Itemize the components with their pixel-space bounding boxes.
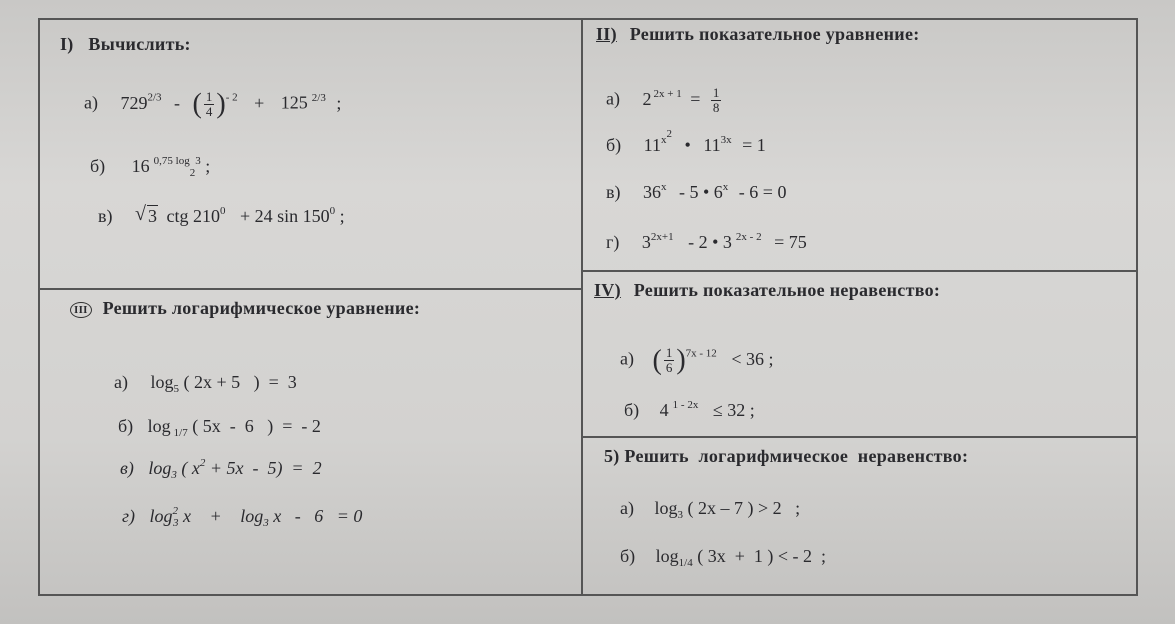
section-1-heading bbox=[60, 34, 191, 55]
task-2c bbox=[606, 182, 786, 203]
exponent: 2 bbox=[199, 457, 206, 469]
expression: ( 2x + 5 ) = 3 bbox=[183, 372, 297, 392]
variable: x bbox=[183, 506, 192, 526]
operator: + bbox=[254, 92, 265, 113]
log: log bbox=[655, 546, 679, 566]
square-root: √ 3 bbox=[137, 206, 158, 226]
operator: = bbox=[690, 88, 701, 109]
expression: x - 6 = 0 bbox=[273, 506, 363, 526]
exponent: 3x bbox=[720, 134, 732, 146]
exponent: - 2 bbox=[225, 91, 238, 104]
log-base: 3 bbox=[173, 517, 179, 529]
term: 125 bbox=[280, 92, 308, 113]
task-table bbox=[38, 18, 1138, 596]
term: 11 bbox=[643, 135, 661, 155]
task-label: а) bbox=[620, 348, 634, 369]
task-1b bbox=[90, 156, 210, 177]
exponent-power: 2 bbox=[666, 128, 672, 140]
section-1-number: I) bbox=[60, 34, 74, 54]
paren: ( bbox=[192, 88, 202, 120]
column-divider bbox=[581, 20, 583, 594]
fraction: $\frac{1}{4}$ bbox=[205, 89, 213, 119]
section-4-number: ІV) bbox=[594, 280, 621, 300]
log: log bbox=[147, 416, 171, 436]
task-label: в) bbox=[606, 182, 621, 202]
operator: • bbox=[684, 135, 691, 155]
section-2-heading bbox=[596, 24, 920, 45]
log: log bbox=[150, 372, 174, 392]
paren: ) bbox=[216, 88, 226, 120]
term: 4 bbox=[659, 400, 669, 420]
semicolon: ; bbox=[336, 92, 342, 113]
log: log bbox=[149, 506, 173, 526]
task-label: б) bbox=[90, 156, 106, 176]
exponent: 2 bbox=[172, 505, 179, 517]
log-base: 3 bbox=[263, 517, 269, 529]
expression: ( 3x + 1 ) < - 2 ; bbox=[697, 546, 827, 566]
log: log bbox=[240, 506, 264, 526]
expression: + 5x - 5) = 2 bbox=[209, 458, 322, 478]
right-side: - 6 = 0 bbox=[738, 182, 787, 202]
right-side: = 1 bbox=[742, 135, 766, 155]
exponent: 2x + 1 bbox=[653, 87, 682, 100]
term: 11 bbox=[703, 135, 721, 155]
operator: - bbox=[174, 92, 181, 113]
section-2-number: ІІ) bbox=[596, 24, 617, 44]
paren: ) bbox=[676, 344, 686, 376]
task-label: а) bbox=[114, 372, 128, 392]
row-divider-left bbox=[40, 288, 581, 290]
degree: 0 bbox=[220, 205, 226, 217]
task-label: б) bbox=[620, 546, 636, 566]
task-4b bbox=[624, 400, 755, 421]
task-5b bbox=[620, 546, 826, 567]
expression: ( 2x – 7 ) > 2 ; bbox=[687, 498, 801, 518]
log-base: 3 bbox=[677, 509, 683, 521]
paren: ( bbox=[652, 344, 662, 376]
log-base: 1/4 bbox=[678, 557, 693, 569]
row-divider-right-2 bbox=[581, 436, 1136, 438]
term: ctg 210 bbox=[166, 206, 220, 226]
section-5-heading bbox=[604, 446, 968, 467]
term: - 2 • 3 bbox=[688, 232, 732, 252]
task-1c bbox=[98, 206, 345, 227]
exponent: 0,75 log bbox=[153, 155, 190, 167]
task-label: а) bbox=[620, 498, 634, 518]
log-argument: 3 bbox=[195, 155, 201, 167]
exponent: 2x+1 bbox=[650, 231, 674, 243]
degree: 0 bbox=[329, 205, 336, 217]
fraction: $\frac{1}{8}$ bbox=[712, 85, 720, 115]
section-4-heading bbox=[594, 280, 940, 301]
task-label: а) bbox=[84, 92, 98, 113]
term: 729 bbox=[120, 92, 148, 113]
task-4a bbox=[620, 346, 773, 375]
exponent: 2/3 bbox=[311, 91, 326, 104]
section-3-heading bbox=[70, 298, 420, 319]
term: - 5 • 6 bbox=[679, 182, 723, 202]
task-3b bbox=[118, 416, 321, 437]
log-base: 1/7 bbox=[173, 427, 188, 439]
operator: + bbox=[209, 506, 222, 526]
task-2d bbox=[606, 232, 807, 253]
term: 3 bbox=[641, 232, 651, 252]
task-5a bbox=[620, 498, 800, 519]
task-label: в) bbox=[120, 458, 134, 478]
task-label: б) bbox=[624, 400, 640, 420]
row-divider-right-1 bbox=[581, 270, 1136, 272]
section-1-title: Вычислить: bbox=[88, 34, 191, 54]
section-2-title: Решить показательное уравнение: bbox=[629, 24, 920, 44]
log-base: 2 bbox=[189, 167, 196, 179]
task-2b bbox=[606, 128, 766, 156]
right-side: < 36 ; bbox=[731, 348, 774, 369]
task-3d bbox=[122, 506, 362, 527]
task-label: б) bbox=[606, 135, 622, 155]
section-3-number: ІІІ bbox=[70, 302, 92, 318]
exponent: 1 - 2x bbox=[672, 399, 699, 411]
task-label: б) bbox=[118, 416, 134, 436]
exponent: 7x - 12 bbox=[685, 347, 717, 360]
term: + 24 sin 150 bbox=[240, 206, 330, 226]
exponent: x bbox=[722, 181, 729, 193]
task-3a bbox=[114, 372, 297, 393]
section-4-title: Решить показательное неравенство: bbox=[633, 280, 941, 300]
term: 16 bbox=[131, 156, 150, 176]
expression: ( x bbox=[181, 458, 200, 478]
exponent: 2/3 bbox=[147, 91, 162, 104]
right-side: ≤ 32 ; bbox=[712, 400, 755, 420]
exponent: x bbox=[661, 134, 667, 146]
exponent: 2x - 2 bbox=[735, 231, 762, 243]
exponent: x bbox=[661, 181, 667, 193]
log: log bbox=[654, 498, 678, 518]
task-2a bbox=[606, 86, 723, 115]
fraction: $\frac{1}{6}$ bbox=[665, 345, 673, 375]
task-3c bbox=[120, 458, 322, 479]
task-label: г) bbox=[606, 232, 620, 252]
section-3-title: Решить логарифмическое уравнение: bbox=[102, 298, 421, 318]
log-base: 5 bbox=[173, 383, 179, 395]
task-label: в) bbox=[98, 206, 113, 226]
task-1a bbox=[84, 90, 341, 119]
term: 36 bbox=[643, 182, 661, 202]
term: 2 bbox=[642, 88, 652, 109]
log-base: 3 bbox=[171, 469, 177, 481]
right-side: = 75 bbox=[774, 232, 807, 252]
expression: ( 5x - 6 ) = - 2 bbox=[192, 416, 321, 436]
section-5-title: 5) Решить логарифмическое неравенство: bbox=[604, 446, 969, 466]
log: log bbox=[148, 458, 172, 478]
semicolon: ; bbox=[205, 156, 211, 176]
task-label: г) bbox=[122, 506, 136, 526]
semicolon: ; bbox=[339, 206, 345, 226]
task-label: а) bbox=[606, 88, 620, 109]
